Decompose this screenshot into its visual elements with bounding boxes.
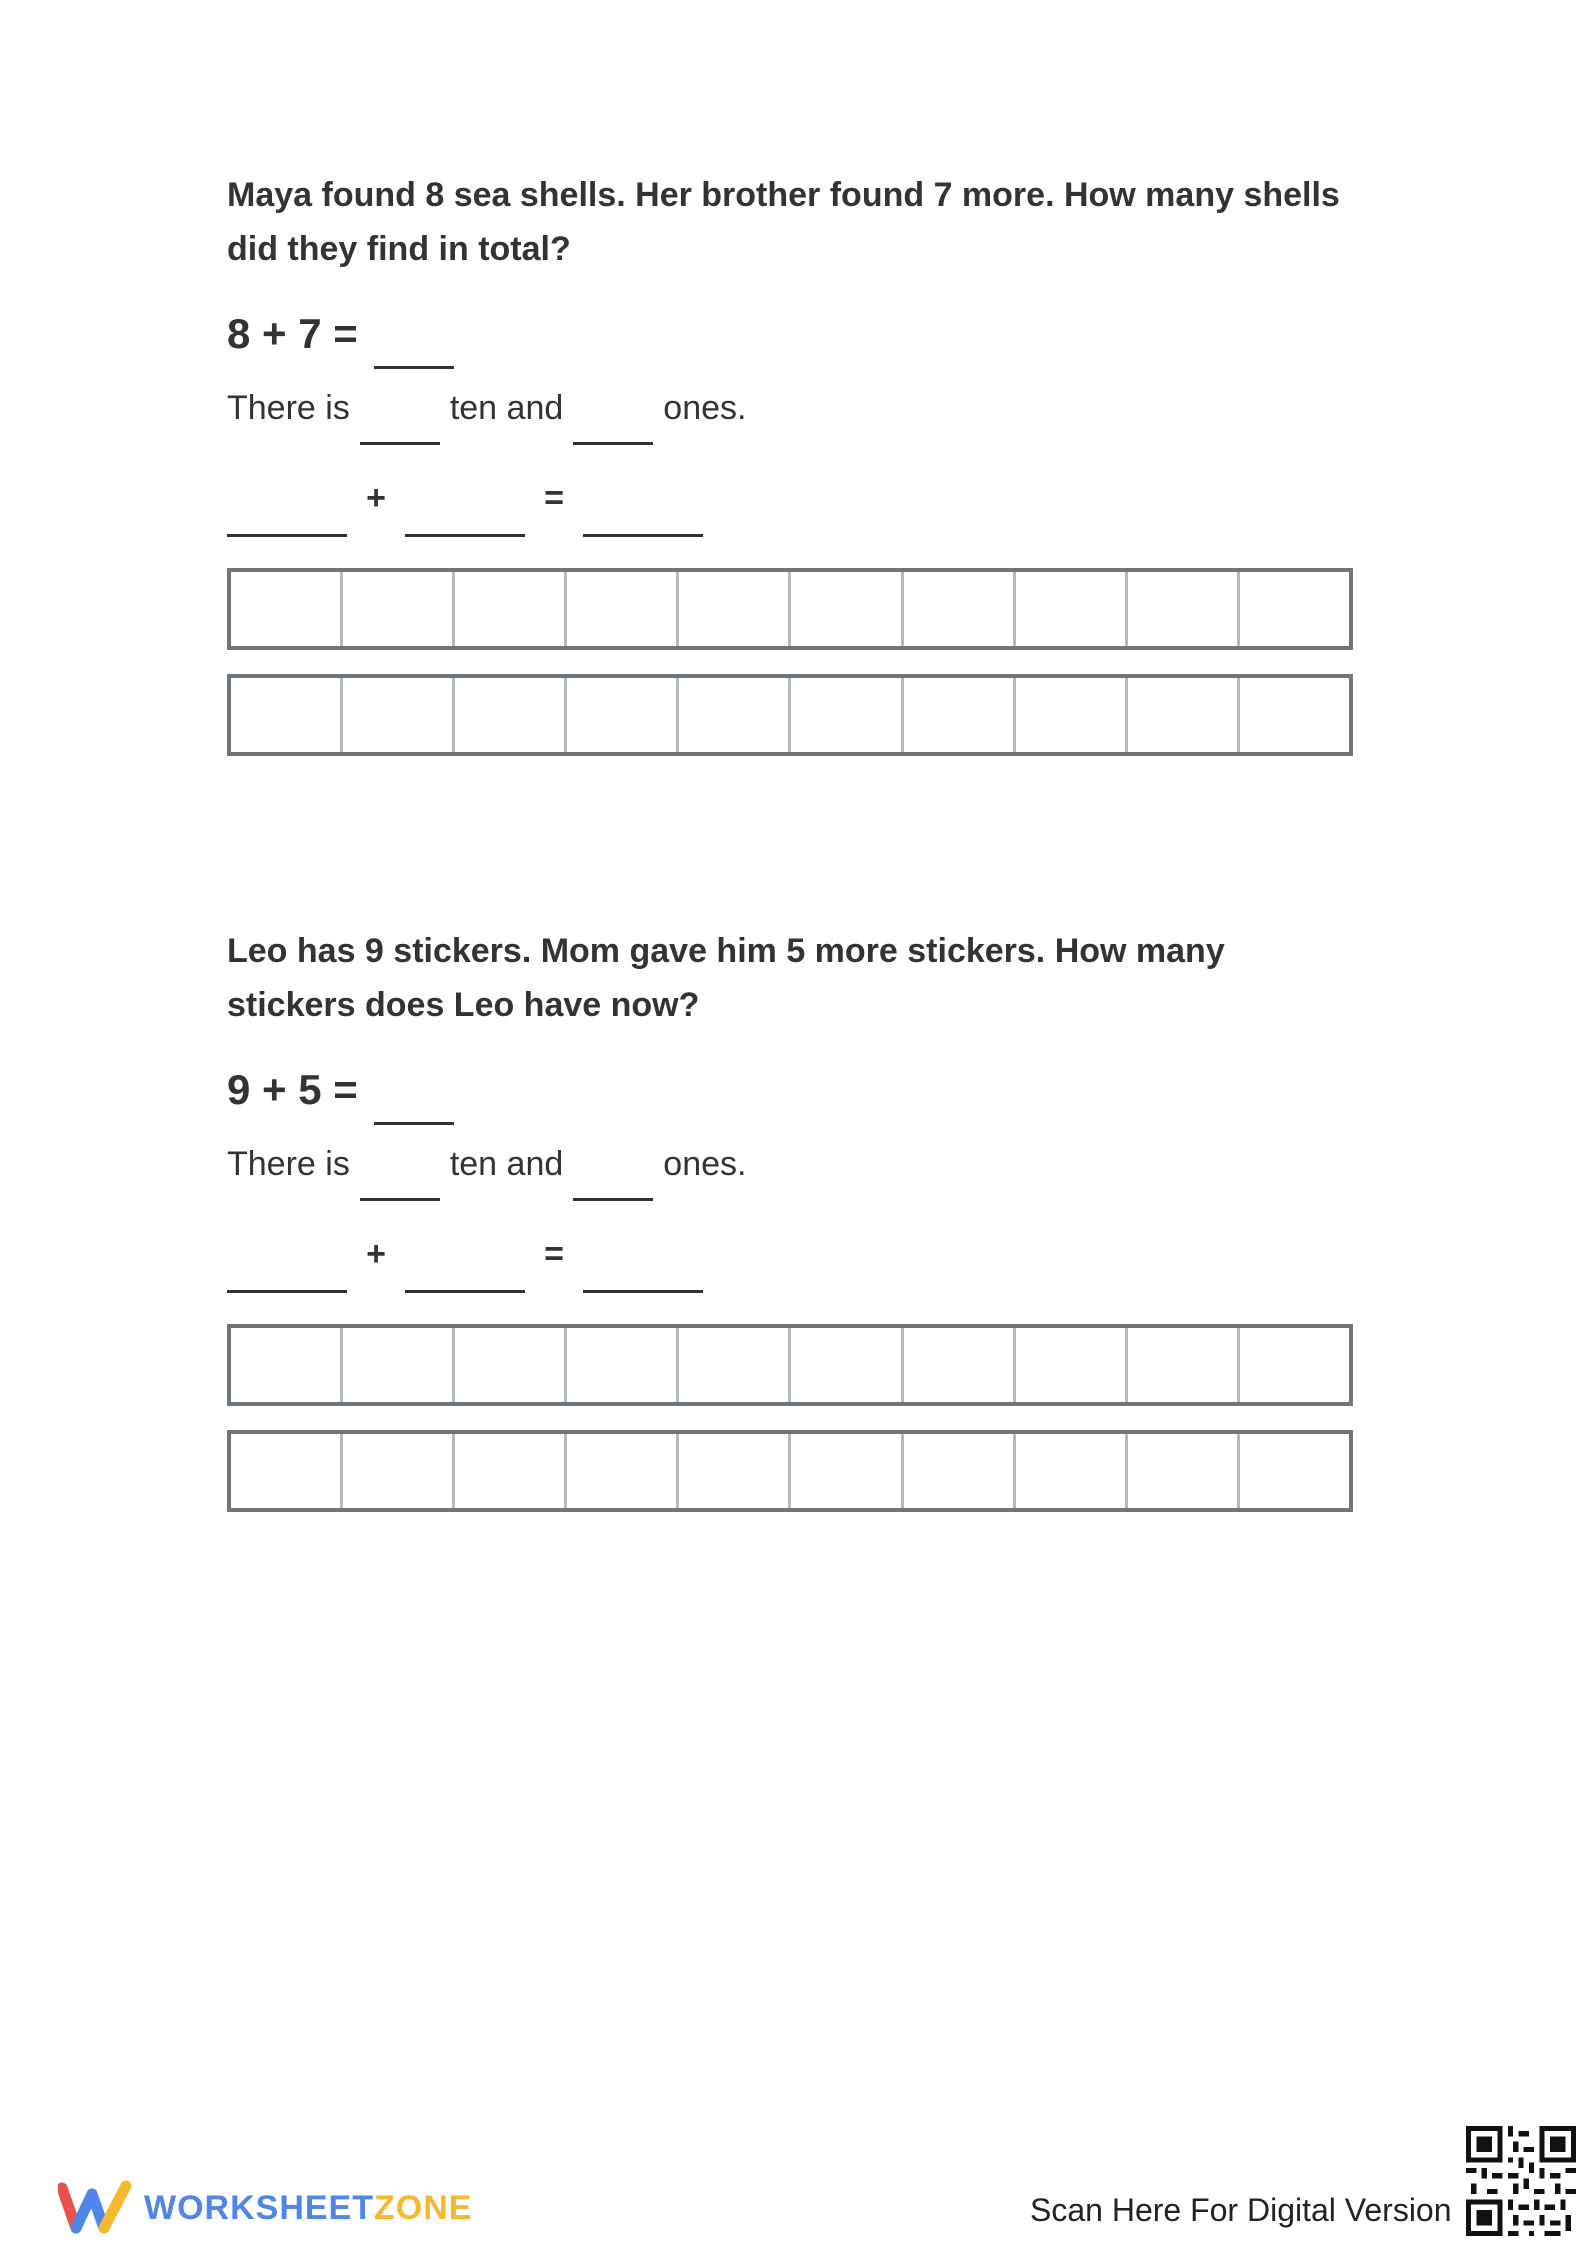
question-text: Leo has 9 stickers. Mom gave him 5 more stickers. How many stickers does Leo have now? — [227, 932, 1225, 1024]
addend-blank-2[interactable] — [405, 1232, 525, 1293]
ten-frame-cell[interactable] — [340, 572, 452, 646]
ten-frame-cell[interactable] — [676, 1434, 788, 1508]
answer-blank[interactable] — [374, 1066, 454, 1125]
equals-sign: = — [544, 479, 564, 517]
ten-frame-cell[interactable] — [1237, 1328, 1349, 1402]
ten-frame-cell[interactable] — [788, 572, 900, 646]
ten-frame-cell[interactable] — [1237, 572, 1349, 646]
sum-blank[interactable] — [583, 1232, 703, 1293]
ten-frame-cell[interactable] — [231, 1434, 340, 1508]
ten-frame-cell[interactable] — [452, 572, 564, 646]
tens-blank[interactable] — [360, 386, 440, 445]
question-text: Maya found 8 sea shells. Her brother found 7 more. How many shells did they find in total? — [227, 176, 1340, 268]
ten-frame-cell[interactable] — [1125, 678, 1237, 752]
tens-middle: ten and — [449, 389, 564, 427]
tens-suffix: ones. — [663, 389, 747, 427]
tens-prefix: There is — [227, 389, 350, 427]
ten-frame-cell[interactable] — [1125, 1434, 1237, 1508]
ten-frame-cell[interactable] — [452, 678, 564, 752]
ten-frame-cell[interactable] — [231, 678, 340, 752]
ten-frame-cell[interactable] — [1013, 1328, 1125, 1402]
scan-caption: Scan Here For Digital Version — [1030, 2192, 1452, 2228]
ten-frame-cell[interactable] — [231, 572, 340, 646]
ten-frame-top — [227, 1324, 1353, 1406]
addend-blank-2[interactable] — [405, 476, 525, 537]
equation-row — [227, 310, 1357, 370]
problem-2 — [227, 924, 1357, 1512]
tens-ones-row — [227, 1142, 1357, 1204]
plus-sign: + — [366, 479, 386, 517]
tens-middle: ten and — [449, 1145, 564, 1183]
ten-frame-cell[interactable] — [676, 1328, 788, 1402]
ten-frame-cell[interactable] — [1125, 1328, 1237, 1402]
ones-blank[interactable] — [573, 386, 653, 445]
ten-frame-cell[interactable] — [564, 678, 676, 752]
ten-frame-cell[interactable] — [452, 1434, 564, 1508]
tens-suffix: ones. — [663, 1145, 747, 1183]
ten-frame-cell[interactable] — [1013, 572, 1125, 646]
worksheetzone-w-icon — [58, 2180, 132, 2236]
ten-frame-cell[interactable] — [788, 1434, 900, 1508]
ten-frame-cell[interactable] — [1013, 678, 1125, 752]
ten-frame-bottom — [227, 1430, 1353, 1512]
addend-blank-1[interactable] — [227, 476, 347, 537]
ten-frame-bottom — [227, 674, 1353, 756]
sum-blank[interactable] — [583, 476, 703, 537]
equation-row — [227, 1066, 1357, 1126]
tens-ones-row — [227, 386, 1357, 448]
tens-prefix: There is — [227, 1145, 350, 1183]
ten-frame-cell[interactable] — [340, 1434, 452, 1508]
ten-frame-top — [227, 568, 1353, 650]
ten-frame-cell[interactable] — [1013, 1434, 1125, 1508]
problem-1 — [227, 168, 1357, 756]
equation-text: 8 + 7 = — [227, 310, 358, 357]
equation-text: 9 + 5 = — [227, 1066, 358, 1113]
equals-sign: = — [544, 1235, 564, 1273]
ten-frame-cell[interactable] — [564, 1434, 676, 1508]
ten-frame-cell[interactable] — [901, 678, 1013, 752]
ten-frame-cell[interactable] — [676, 678, 788, 752]
ten-frame-cell[interactable] — [340, 678, 452, 752]
ten-frame-cell[interactable] — [564, 572, 676, 646]
ten-frame-cell[interactable] — [901, 1434, 1013, 1508]
answer-blank[interactable] — [374, 310, 454, 369]
ones-blank[interactable] — [573, 1142, 653, 1201]
ten-frame-cell[interactable] — [901, 1328, 1013, 1402]
ten-frame-cell[interactable] — [1237, 1434, 1349, 1508]
ten-frame-cell[interactable] — [564, 1328, 676, 1402]
brand-wordmark: WORKSHEETZONE — [144, 2188, 473, 2227]
ten-frame-cell[interactable] — [901, 572, 1013, 646]
sum-row — [227, 1232, 1357, 1294]
addend-blank-1[interactable] — [227, 1232, 347, 1293]
ten-frame-cell[interactable] — [788, 678, 900, 752]
ten-frame-cell[interactable] — [1237, 678, 1349, 752]
ten-frame-cell[interactable] — [676, 572, 788, 646]
sum-row — [227, 476, 1357, 538]
ten-frame-cell[interactable] — [1125, 572, 1237, 646]
ten-frame-cell[interactable] — [340, 1328, 452, 1402]
plus-sign: + — [366, 1235, 386, 1273]
tens-blank[interactable] — [360, 1142, 440, 1201]
ten-frame-cell[interactable] — [452, 1328, 564, 1402]
ten-frame-cell[interactable] — [788, 1328, 900, 1402]
footer-logo — [58, 2180, 472, 2236]
qr-code-icon[interactable] — [1466, 2126, 1576, 2236]
ten-frame-cell[interactable] — [231, 1328, 340, 1402]
